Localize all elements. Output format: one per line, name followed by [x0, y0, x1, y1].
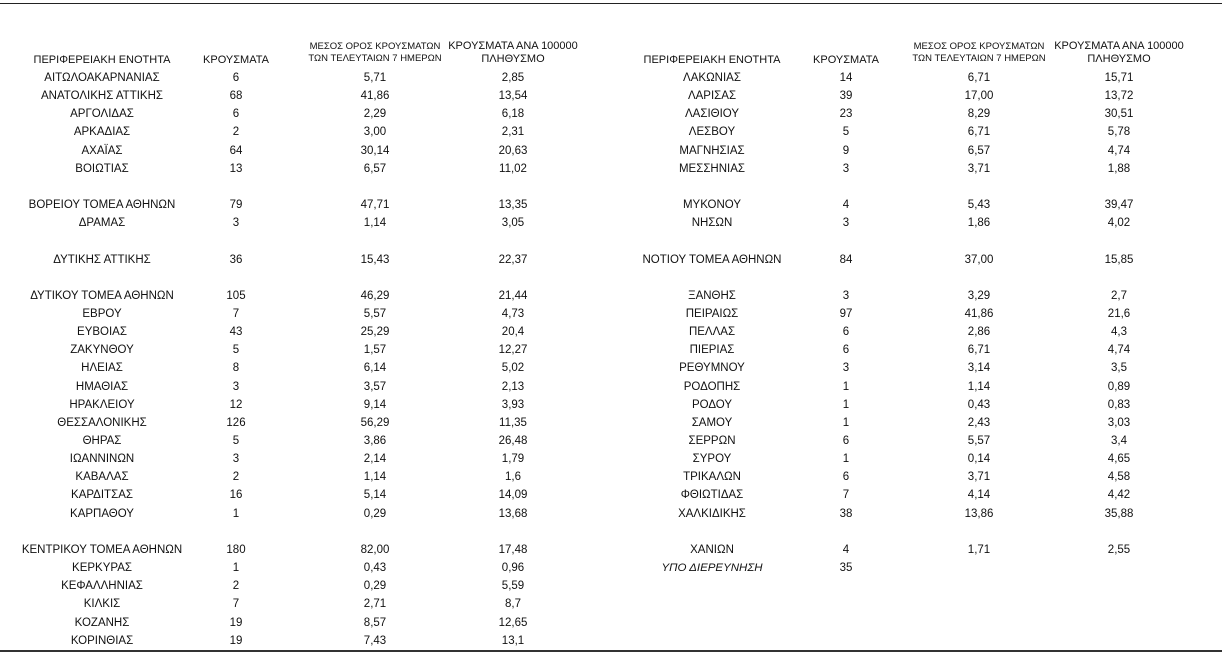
left-row-cases: 64	[229, 144, 243, 157]
right-row-region: ΜΑΓΝΗΣΙΑΣ	[679, 144, 745, 157]
left-row-avg: 15,43	[360, 253, 390, 266]
left-row-per100k: 3,05	[501, 217, 525, 230]
top-rule	[0, 3, 1222, 4]
right-row-per100k: 39,47	[1104, 199, 1134, 212]
right-row-per100k: 4,58	[1107, 471, 1131, 484]
left-header-cases: ΚΡΟΥΣΜΑΤΑ	[203, 54, 269, 66]
left-row-region: ΗΜΑΘΙΑΣ	[75, 380, 129, 393]
left-row-region: ΕΒΡΟΥ	[82, 307, 122, 320]
right-row-avg: 0,14	[967, 453, 991, 466]
left-row-region: ΒΟΡΕΙΟΥ ΤΟΜΕΑ ΑΘΗΝΩΝ	[28, 199, 176, 212]
left-row-avg: 25,29	[360, 326, 390, 339]
right-row-region: ΣΕΡΡΩΝ	[688, 435, 736, 447]
right-row-avg: 6,57	[967, 144, 991, 157]
right-row-region: ΡΕΘΥΜΝΟΥ	[679, 362, 745, 375]
left-row-region: ΙΩΑΝΝΙΝΩΝ	[69, 453, 135, 466]
right-header-region: ΠΕΡΙΦΕΡΕΙΑΚΗ ΕΝΟΤΗΤΑ	[643, 54, 781, 66]
left-row-avg: 2,29	[363, 108, 387, 121]
right-row-cases: 4	[842, 199, 850, 212]
right-row-avg: 6,71	[967, 344, 991, 357]
right-row-avg: 2,86	[967, 326, 991, 339]
right-row-avg: 17,00	[964, 90, 994, 103]
right-row-avg: 13,86	[964, 507, 994, 520]
left-row-cases: 16	[229, 489, 243, 502]
right-row-avg: 41,86	[964, 307, 994, 320]
left-row-avg: 3,00	[363, 126, 387, 139]
right-row-region: ΣΑΜΟΥ	[691, 416, 733, 429]
left-row-per100k: 26,48	[498, 435, 528, 447]
left-row-per100k: 2,31	[501, 126, 525, 139]
left-row-per100k: 4,73	[501, 307, 525, 320]
right-row-cases: 7	[842, 489, 850, 502]
left-row-region: ΑΡΓΟΛΙΔΑΣ	[70, 108, 134, 121]
left-row-region: ΘΕΣΣΑΛΟΝΙΚΗΣ	[57, 416, 147, 429]
right-header-avg-line2: ΤΩΝ ΤΕΛΕΥΤΑΙΩΝ 7 ΗΜΕΡΩΝ	[912, 53, 1046, 64]
left-row-cases: 3	[232, 453, 240, 466]
left-row-per100k: 11,02	[499, 162, 527, 175]
left-row-avg: 7,43	[363, 634, 387, 647]
left-row-per100k: 12,27	[498, 344, 528, 357]
right-row-per100k: 4,3	[1111, 326, 1127, 339]
left-row-per100k: 20,63	[498, 144, 528, 157]
right-row-cases: 6	[842, 471, 850, 484]
left-row-region: ΗΡΑΚΛΕΙΟΥ	[69, 398, 135, 411]
right-row-per100k: 3,5	[1111, 362, 1127, 375]
right-row-cases: 6	[842, 344, 850, 357]
left-row-per100k: 3,93	[501, 398, 525, 411]
right-row-per100k: 4,74	[1107, 344, 1131, 357]
left-header-per100k-line1: ΚΡΟΥΣΜΑΤΑ ΑΝΑ 100000	[448, 40, 578, 52]
right-row-per100k: 2,55	[1107, 543, 1131, 556]
right-row-region: ΥΠΟ ΔΙΕΡΕΥΝΗΣΗ	[661, 562, 763, 575]
left-row-avg: 5,71	[363, 72, 387, 84]
left-row-region: ΚΕΝΤΡΙΚΟΥ ΤΟΜΕΑ ΑΘΗΝΩΝ	[21, 543, 183, 556]
right-row-region: ΜΕΣΣΗΝΙΑΣ	[678, 162, 746, 175]
left-row-per100k: 5,59	[501, 580, 525, 593]
right-row-region: ΛΕΣΒΟΥ	[688, 126, 736, 139]
right-row-cases: 9	[842, 144, 850, 157]
left-row-avg: 9,14	[363, 398, 387, 411]
left-row-avg: 0,29	[363, 580, 387, 593]
right-row-cases: 39	[839, 90, 853, 103]
left-row-avg: 82,00	[360, 543, 390, 556]
left-row-avg: 30,14	[360, 144, 390, 157]
left-row-region: ΔΥΤΙΚΟΥ ΤΟΜΕΑ ΑΘΗΝΩΝ	[30, 289, 174, 302]
left-row-region: ΚΑΒΑΛΑΣ	[75, 471, 129, 484]
left-row-cases: 12	[229, 398, 243, 411]
right-row-per100k: 3,4	[1111, 435, 1127, 447]
left-row-per100k: 2,13	[501, 380, 525, 393]
right-row-per100k: 15,71	[1104, 72, 1134, 84]
right-row-region: ΤΡΙΚΑΛΩΝ	[683, 471, 741, 484]
left-row-per100k: 11,35	[499, 416, 527, 429]
left-header-avg-line1: ΜΕΣΟΣ ΟΡΟΣ ΚΡΟΥΣΜΑΤΩΝ	[309, 41, 441, 52]
right-row-cases: 84	[839, 253, 853, 266]
right-row-cases: 3	[842, 362, 850, 375]
right-row-per100k: 4,02	[1107, 217, 1131, 230]
left-row-region: ΚΑΡΔΙΤΣΑΣ	[71, 489, 133, 502]
right-row-per100k: 30,51	[1104, 108, 1134, 121]
left-row-avg: 56,29	[360, 416, 390, 429]
right-row-avg: 3,14	[967, 362, 991, 375]
left-row-per100k: 13,35	[498, 199, 528, 212]
right-row-avg: 6,71	[967, 72, 991, 84]
left-row-avg: 2,14	[363, 453, 387, 466]
left-row-region: ΚΕΦΑΛΛΗΝΙΑΣ	[61, 580, 143, 593]
left-row-per100k: 21,44	[498, 289, 528, 302]
left-row-cases: 2	[232, 580, 240, 593]
right-row-cases: 3	[842, 289, 850, 302]
right-row-region: ΜΥΚΟΝΟΥ	[682, 199, 742, 212]
right-row-per100k: 4,65	[1107, 453, 1131, 466]
right-row-cases: 4	[842, 543, 850, 556]
left-row-avg: 6,57	[363, 162, 387, 175]
left-row-region: ΑΙΤΩΛΟΑΚΑΡΝΑΝΙΑΣ	[44, 72, 160, 84]
right-row-region: ΧΑΝΙΩΝ	[690, 543, 734, 556]
left-row-cases: 8	[232, 362, 240, 375]
left-row-cases: 6	[232, 72, 240, 84]
right-row-region: ΧΑΛΚΙΔΙΚΗΣ	[678, 507, 746, 520]
right-row-avg: 1,14	[967, 380, 991, 393]
right-row-cases: 3	[842, 162, 850, 175]
left-row-cases: 7	[232, 598, 240, 611]
right-row-avg: 3,29	[967, 289, 991, 302]
left-row-per100k: 6,18	[501, 108, 525, 121]
right-row-region: ΠΙΕΡΙΑΣ	[689, 344, 735, 357]
left-row-region: ΕΥΒΟΙΑΣ	[77, 326, 127, 339]
left-row-avg: 1,57	[363, 344, 387, 357]
right-header-per100k-line1: ΚΡΟΥΣΜΑΤΑ ΑΝΑ 100000	[1054, 40, 1184, 52]
left-row-per100k: 8,7	[505, 598, 521, 611]
right-row-cases: 1	[842, 453, 850, 466]
right-row-per100k: 3,03	[1107, 416, 1131, 429]
right-header-avg-line1: ΜΕΣΟΣ ΟΡΟΣ ΚΡΟΥΣΜΑΤΩΝ	[913, 41, 1045, 52]
right-row-per100k: 15,85	[1104, 253, 1134, 266]
right-row-per100k: 0,83	[1107, 398, 1131, 411]
left-header-per100k-line2: ΠΛΗΘΥΣΜΟ	[481, 53, 545, 65]
left-header-avg-line2: ΤΩΝ ΤΕΛΕΥΤΑΙΩΝ 7 ΗΜΕΡΩΝ	[308, 53, 442, 64]
left-row-avg: 46,29	[360, 289, 390, 302]
right-row-region: ΡΟΔΟΠΗΣ	[683, 380, 741, 393]
left-header-region: ΠΕΡΙΦΕΡΕΙΑΚΗ ΕΝΟΤΗΤΑ	[33, 54, 171, 66]
left-row-per100k: 14,09	[498, 489, 528, 502]
left-row-region: ΘΗΡΑΣ	[82, 435, 122, 447]
right-row-cases: 1	[842, 398, 850, 411]
left-row-cases: 5	[232, 435, 240, 447]
left-row-per100k: 1,79	[501, 453, 525, 466]
left-row-cases: 105	[226, 289, 246, 302]
left-row-avg: 2,71	[363, 598, 387, 611]
left-row-region: ΚΟΡΙΝΘΙΑΣ	[70, 634, 134, 647]
right-row-avg: 4,14	[967, 489, 991, 502]
left-row-per100k: 0,96	[501, 562, 525, 575]
left-row-cases: 1	[232, 562, 240, 575]
right-row-avg: 1,71	[967, 543, 991, 556]
right-row-per100k: 13,72	[1104, 90, 1134, 103]
left-row-avg: 41,86	[360, 90, 390, 103]
left-row-avg: 6,14	[363, 362, 387, 375]
right-row-avg: 3,71	[967, 471, 991, 484]
left-row-cases: 36	[229, 253, 243, 266]
right-row-region: ΠΕΛΛΑΣ	[688, 326, 736, 339]
right-row-cases: 23	[839, 108, 853, 121]
right-row-avg: 5,43	[967, 199, 991, 212]
right-row-per100k: 4,42	[1107, 489, 1131, 502]
right-row-per100k: 5,78	[1107, 126, 1131, 139]
right-header-per100k-line2: ΠΛΗΘΥΣΜΟ	[1087, 53, 1151, 65]
left-row-region: ΗΛΕΙΑΣ	[81, 362, 123, 375]
left-row-region: ΚΑΡΠΑΘΟΥ	[70, 507, 134, 520]
left-row-per100k: 13,68	[498, 507, 528, 520]
left-row-avg: 1,14	[363, 217, 387, 230]
right-header-cases: ΚΡΟΥΣΜΑΤΑ	[813, 54, 879, 66]
right-row-cases: 14	[839, 72, 853, 84]
left-row-cases: 3	[232, 380, 240, 393]
right-row-cases: 38	[839, 507, 853, 520]
right-row-region: ΛΑΡΙΣΑΣ	[687, 90, 737, 103]
left-row-avg: 1,14	[363, 471, 387, 484]
left-row-region: ΔΥΤΙΚΗΣ ΑΤΤΙΚΗΣ	[53, 253, 151, 266]
left-row-cases: 1	[232, 507, 240, 520]
right-row-cases: 1	[842, 380, 850, 393]
left-row-per100k: 1,6	[505, 471, 521, 484]
right-row-avg: 0,43	[967, 398, 991, 411]
right-row-avg: 37,00	[964, 253, 994, 266]
left-row-avg: 0,29	[363, 507, 387, 520]
left-row-avg: 3,57	[363, 380, 387, 393]
left-row-region: ΔΡΑΜΑΣ	[78, 217, 126, 230]
right-row-region: ΝΟΤΙΟΥ ΤΟΜΕΑ ΑΘΗΝΩΝ	[642, 253, 782, 266]
left-row-per100k: 2,85	[501, 72, 525, 84]
left-row-cases: 2	[232, 471, 240, 484]
right-row-cases: 6	[842, 326, 850, 339]
right-row-region: ΣΥΡΟΥ	[692, 453, 732, 466]
left-row-avg: 5,57	[363, 307, 387, 320]
right-row-region: ΛΑΣΙΘΙΟΥ	[684, 108, 740, 121]
right-row-avg: 8,29	[967, 108, 991, 121]
left-row-cases: 43	[229, 326, 243, 339]
right-row-region: ΞΑΝΘΗΣ	[688, 289, 736, 302]
right-row-per100k: 2,7	[1111, 289, 1127, 302]
left-row-region: ΚΕΡΚΥΡΑΣ	[72, 562, 132, 575]
left-row-cases: 19	[229, 616, 243, 629]
left-row-cases: 2	[232, 126, 240, 139]
right-row-per100k: 21,6	[1107, 307, 1131, 320]
right-row-avg: 3,71	[967, 162, 991, 175]
left-row-per100k: 13,1	[501, 634, 525, 647]
left-row-cases: 19	[229, 634, 243, 647]
left-row-avg: 0,43	[363, 562, 387, 575]
right-row-region: ΠΕΙΡΑΙΩΣ	[685, 307, 739, 320]
left-row-avg: 8,57	[363, 616, 387, 629]
left-row-cases: 126	[226, 416, 246, 429]
left-row-cases: 7	[232, 307, 240, 320]
left-row-cases: 13	[229, 162, 243, 175]
right-row-per100k: 1,88	[1107, 162, 1131, 175]
left-row-per100k: 20,4	[501, 326, 525, 339]
left-row-cases: 79	[229, 199, 243, 212]
right-row-avg: 6,71	[967, 126, 991, 139]
left-row-per100k: 17,48	[498, 543, 528, 556]
right-row-region: ΡΟΔΟΥ	[691, 398, 733, 411]
right-row-cases: 1	[842, 416, 850, 429]
right-row-avg: 1,86	[967, 217, 991, 230]
right-row-region: ΛΑΚΩΝΙΑΣ	[683, 72, 741, 84]
left-row-region: ΑΧΑΪΑΣ	[81, 144, 123, 157]
left-row-per100k: 5,02	[501, 362, 525, 375]
right-row-per100k: 35,88	[1104, 507, 1134, 520]
left-row-avg: 3,86	[363, 435, 387, 447]
left-row-per100k: 13,54	[498, 90, 528, 103]
right-row-cases: 35	[839, 562, 853, 575]
left-row-region: ΚΟΖΑΝΗΣ	[74, 616, 130, 629]
left-row-cases: 6	[232, 108, 240, 121]
right-row-cases: 97	[839, 307, 853, 320]
left-row-cases: 3	[232, 217, 240, 230]
left-row-region: ΑΝΑΤΟΛΙΚΗΣ ΑΤΤΙΚΗΣ	[40, 90, 164, 103]
right-row-cases: 6	[842, 435, 850, 447]
right-row-region: ΦΘΙΩΤΙΔΑΣ	[680, 489, 744, 502]
left-row-cases: 5	[232, 344, 240, 357]
left-row-cases: 68	[229, 90, 243, 103]
right-row-avg: 2,43	[967, 416, 991, 429]
right-row-per100k: 0,89	[1107, 380, 1131, 393]
right-row-avg: 5,57	[967, 435, 991, 447]
bottom-rule	[0, 650, 1222, 652]
right-row-per100k: 4,74	[1107, 144, 1131, 157]
left-row-avg: 5,14	[363, 489, 387, 502]
left-row-avg: 47,71	[360, 199, 390, 212]
left-row-region: ΒΟΙΩΤΙΑΣ	[75, 162, 129, 175]
right-row-cases: 3	[842, 217, 850, 230]
left-row-region: ΑΡΚΑΔΙΑΣ	[73, 126, 131, 139]
right-row-region: ΝΗΣΩΝ	[691, 217, 733, 230]
right-row-cases: 5	[842, 126, 850, 139]
left-row-per100k: 22,37	[498, 253, 528, 266]
left-row-region: ΖΑΚΥΝΘΟΥ	[70, 344, 134, 357]
left-row-per100k: 12,65	[498, 616, 528, 629]
left-row-cases: 180	[226, 543, 246, 556]
left-row-region: ΚΙΛΚΙΣ	[83, 598, 121, 611]
